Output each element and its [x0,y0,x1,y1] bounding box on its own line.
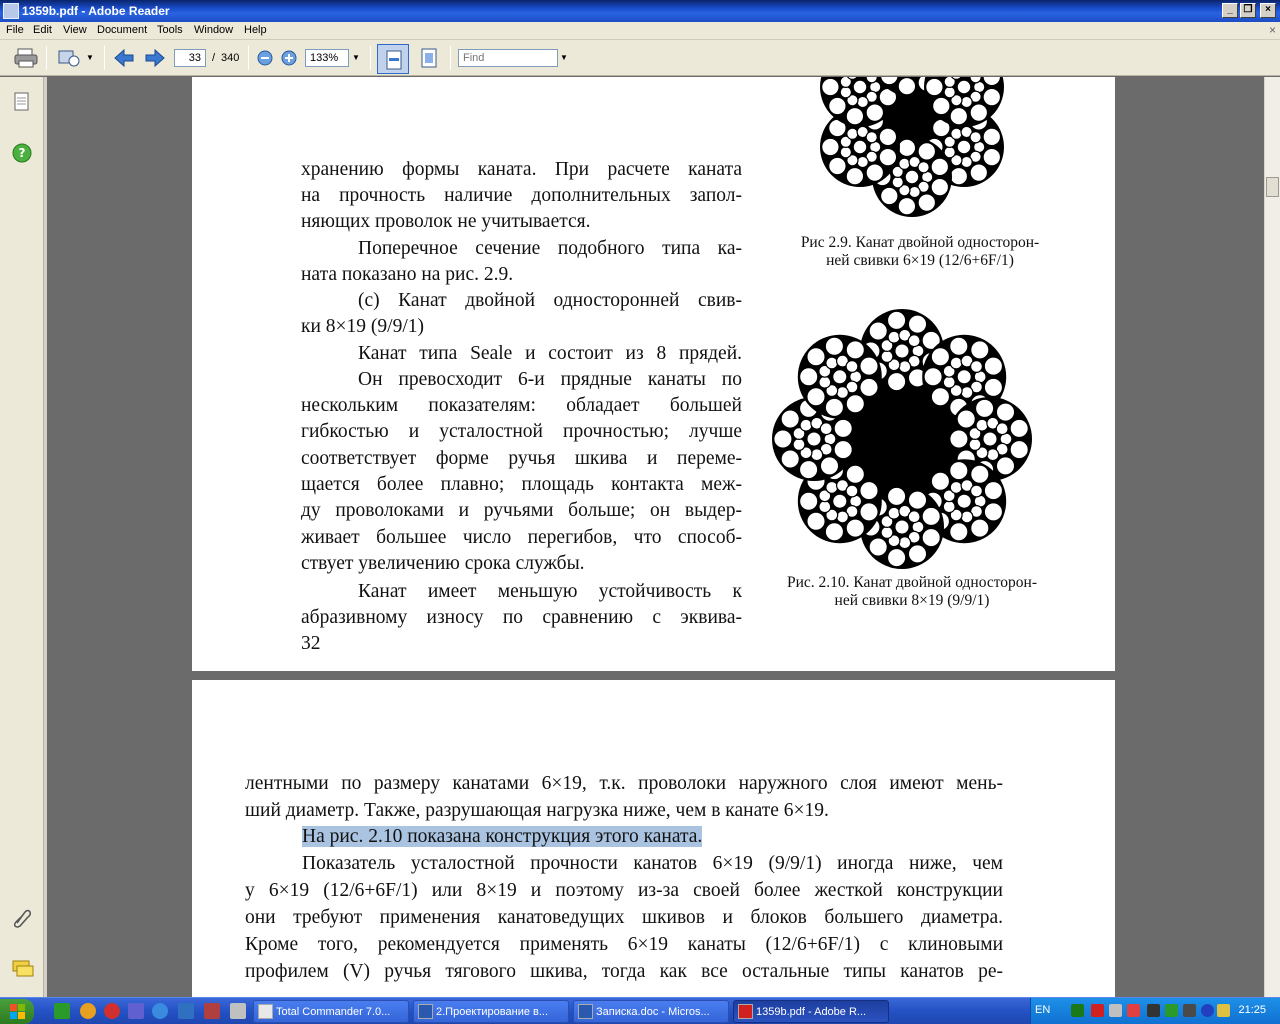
wire-shape [895,520,909,534]
wire-shape [829,157,847,175]
wire-shape [957,80,971,94]
wire-shape [971,485,983,497]
wire-shape [950,523,968,541]
wire-shape [961,387,973,399]
wire-shape [905,170,919,184]
wire-shape [961,156,972,167]
wire-shape [899,361,911,373]
wire-shape [846,107,864,125]
wire-shape [931,348,949,366]
document-view [47,77,1264,997]
wire-shape [820,423,832,435]
wire-shape [983,88,1001,106]
wire-shape [879,148,897,166]
wire-shape [853,80,867,94]
vertical-scrollbar[interactable] [1264,77,1280,997]
wire-shape [1010,440,1028,458]
text-line: соответствует форме ручья шкива и переме- [301,448,742,469]
wire-shape [837,387,849,399]
next-page-icon[interactable] [143,47,167,69]
wire-shape [892,177,903,188]
wire-shape [881,527,893,539]
text-line: лентными по размеру канатами 6×19, т.к. проволоки наружного слоя имеют мень- [245,773,1003,794]
quicklaunch-icon[interactable] [230,1003,246,1019]
wire-shape [819,376,831,388]
menu-document[interactable]: Document [97,24,148,36]
fit-width-icon [385,50,403,70]
wire-shape [774,430,792,448]
wire-shape [950,107,968,125]
task-total-commander[interactable]: Total Commander 7.0... [253,1000,409,1023]
minimize-button[interactable]: _ [1222,3,1238,18]
tray-icon[interactable] [1183,1004,1196,1017]
wire-shape [800,368,818,386]
quicklaunch-icon[interactable] [104,1003,120,1019]
wire-shape [931,158,949,176]
total-commander-icon [258,1004,273,1019]
wire-shape [922,528,940,546]
text-line: Кроме того, рекомендуется применять 6×19 канаты (12/6+6F/1) с клиновыми [245,934,1003,955]
wire-shape [866,164,884,182]
text-line: они требуют применения канатоведущих шкивов и блоков большего диаметра. [245,907,1003,928]
print-icon[interactable] [12,47,40,69]
wire-shape [899,158,910,169]
wire-shape [807,432,821,446]
wire-shape [898,197,916,215]
volume-icon[interactable] [1217,1004,1230,1017]
zoom-in-icon[interactable] [280,47,298,69]
pdf-icon [738,1004,753,1019]
pages-icon[interactable] [12,91,32,113]
wire-shape [860,481,878,499]
rope-cross-section-6x19-figure [812,77,1012,237]
document-tools-icon[interactable] [56,47,82,69]
text-line: няющих проволок не учитывается. [301,211,591,232]
wire-shape [846,361,858,373]
wire-shape [846,395,864,413]
page-number: 32 [301,633,321,654]
text-line: гибкостью и усталостной прочностью; лучше [301,421,742,442]
wire-shape [970,132,981,143]
tray-icon[interactable] [1165,1004,1178,1017]
wire-shape [781,410,799,428]
wire-shape [951,128,962,139]
tray-icon[interactable] [1109,1004,1122,1017]
wire-shape [950,482,962,494]
text-line: (с) Канат двойной односторонней свив- [358,290,742,311]
wire-shape [970,164,988,182]
wire-shape [825,523,843,541]
wire-shape [983,128,1001,146]
wire-shape [800,492,818,510]
wire-shape [931,388,949,406]
menu-view[interactable]: View [63,24,87,36]
scrollbar-thumb[interactable] [1266,177,1279,197]
wire-shape [807,512,825,530]
task-word-doc-2[interactable]: Записка.doc - Micros... [573,1000,729,1023]
wire-shape [800,419,812,431]
task-adobe-reader[interactable]: 1359b.pdf - Adobe R... [733,1000,889,1023]
wire-shape [943,376,955,388]
text-line: на прочность наличие дополнительных запол- [301,185,742,206]
wire-shape [887,548,905,566]
page-total: 340 [221,52,240,64]
wire-shape [834,419,852,437]
menu-edit[interactable]: Edit [33,24,52,36]
title-bar [0,0,1280,22]
wire-shape [943,501,955,513]
wire-shape [833,370,847,384]
navigation-pane [0,77,44,997]
adobe-reader-icon[interactable] [3,3,19,19]
fit-page-icon[interactable] [418,47,440,69]
zoom-dropdown-icon[interactable]: ▼ [352,53,360,62]
wire-shape [846,341,864,359]
rope-cross-section-8x19-figure [770,307,1034,571]
text-line: нескольким показателям: обладает большей [301,395,742,416]
wire-shape [899,537,911,549]
wire-shape [881,351,893,363]
wire-shape [984,357,1002,375]
wire-shape [957,494,971,508]
wire-shape [825,337,843,355]
wire-shape [918,194,936,212]
wire-shape [888,331,900,343]
wire-shape [908,545,926,563]
wire-shape [846,167,864,185]
tray-icon[interactable] [1127,1004,1140,1017]
wire-shape [950,430,968,448]
menu-tools[interactable]: Tools [157,24,183,36]
wire-shape [853,140,867,154]
wire-shape [996,423,1008,435]
wire-shape [971,361,983,373]
system-tray [1030,998,1280,1024]
wire-shape [944,87,955,98]
word-icon [418,1004,433,1019]
wire-shape [826,357,838,369]
document-tools-dropdown-icon[interactable]: ▼ [86,53,94,62]
wire-shape [918,143,936,161]
page-number-input[interactable] [174,49,206,67]
text-line: Он превосходит 6-и прядные канаты по [358,369,742,390]
fit-width-button[interactable] [377,44,409,74]
wire-shape [908,335,920,347]
wire-shape [822,138,840,156]
wire-shape [950,337,968,355]
wire-shape [918,162,929,173]
previous-page-icon[interactable] [112,47,136,69]
wire-shape [846,485,858,497]
text-line: ствует увеличению срока службы. [301,553,585,574]
text-line: ду проволоками и ручьями больше; он выдер- [301,500,742,521]
wire-shape [961,96,972,107]
quicklaunch-icon[interactable] [128,1003,144,1019]
figure-caption-2-10: Рис. 2.10. Канат двойной односторон- ней свивки 8×19 (9/9/1) [787,574,1037,609]
wire-shape [957,140,971,154]
text-line: живает большее число перегибов, что способ- [301,527,742,548]
toolbar [0,40,1280,76]
wire-shape [970,104,988,122]
wire-shape [931,472,949,490]
wire-shape [895,344,909,358]
wire-shape [869,538,887,556]
wire-shape [820,457,838,475]
menu-bar [0,22,1280,40]
wire-shape [984,378,1002,396]
taskbar [0,997,1280,1024]
wire-shape [926,78,944,96]
selected-text-line[interactable]: На рис. 2.10 показана конструкция этого каната. [302,826,703,847]
wire-shape [866,104,884,122]
wire-shape [908,315,926,333]
menu-file[interactable]: File [6,24,24,36]
wire-shape [811,449,823,461]
tray-icon[interactable] [1201,1004,1214,1017]
wire-shape [909,186,920,197]
clock: 21:25 [1238,1004,1266,1016]
wire-shape [837,511,849,523]
find-dropdown-icon[interactable]: ▼ [560,53,568,62]
wire-shape [970,77,981,83]
wire-shape [971,465,989,483]
wire-shape [961,511,973,523]
wire-shape [996,403,1014,421]
language-indicator[interactable]: EN [1035,1004,1051,1016]
comments-icon[interactable] [11,959,35,979]
wire-shape [996,457,1014,475]
quicklaunch-icon[interactable] [204,1003,220,1019]
text-line: профилем (V) ручья тягового шкива, тогда как все остальные типы канатов ре- [245,961,1003,982]
help-icon[interactable] [11,142,33,164]
text-line: Канат имеет меньшую устойчивость к [358,581,742,602]
wire-shape [983,148,1001,166]
maximize-button[interactable]: ❐ [1240,3,1256,18]
quicklaunch-icon[interactable] [80,1003,96,1019]
wire-shape [840,147,851,158]
find-input[interactable] [458,49,558,67]
wire-shape [857,156,868,167]
menu-help[interactable]: Help [244,24,267,36]
wire-shape [807,348,825,366]
wire-shape [857,96,868,107]
wire-shape [898,77,916,95]
wire-shape [984,503,1002,521]
wire-shape [908,511,920,523]
wire-shape [781,450,799,468]
text-line: абразивному износу по сравнению с эквива- [301,607,742,628]
wire-shape [887,487,905,505]
text-line: ший диаметр. Также, разрушающая нагрузка ниже, чем в канате 6×19. [245,800,829,821]
wire-shape [825,398,843,416]
wire-shape [829,97,847,115]
wire-shape [833,494,847,508]
quicklaunch-icon[interactable] [178,1003,194,1019]
wire-shape [879,128,897,146]
wire-shape [984,481,1002,499]
wire-shape [969,439,981,451]
wire-shape [846,519,864,537]
wire-shape [826,482,838,494]
wire-shape [807,388,825,406]
figure-caption-2-9: Рис 2.9. Канат двойной односторон- ней свивки 6×19 (12/6+6F/1) [800,234,1040,269]
wire-shape [933,97,951,115]
wire-shape [799,460,817,478]
wire-shape [860,357,878,375]
wire-shape [793,439,805,451]
document-close-icon[interactable]: × [1268,23,1276,37]
attachments-icon[interactable] [11,907,33,929]
text-line: ната показано на рис. 2.9. [301,264,514,285]
wire-shape [819,501,831,513]
wire-shape [976,419,988,431]
wire-shape [887,311,905,329]
wire-shape [1010,419,1028,437]
word-icon [578,1004,593,1019]
wire-shape [975,399,993,417]
svg-text:?: ? [18,146,26,160]
wire-shape [957,410,975,428]
text-line: щается более плавно; площадь контакта меж- [301,474,742,495]
pdf-page-33 [192,680,1115,997]
wire-shape [987,449,999,461]
wire-shape [931,178,949,196]
windows-logo-icon [9,1003,27,1020]
wire-shape [846,465,864,483]
wire-shape [950,167,968,185]
wire-shape [869,322,887,340]
wire-shape [983,432,997,446]
tray-icon[interactable] [1147,1004,1160,1017]
start-button[interactable] [0,999,34,1024]
wire-shape [881,187,899,205]
text-line: у 6×19 (12/6+6F/1) или 8×19 и поэтому из-за своей более жесткой конструкции [245,880,1003,901]
wire-shape [888,507,900,519]
wire-shape [971,519,989,537]
tray-icon[interactable] [1071,1004,1084,1017]
zoom-input[interactable] [305,49,349,67]
quicklaunch-icon[interactable] [54,1003,70,1019]
wire-shape [922,507,940,525]
text-line: Канат типа Seale и состоит из 8 прядей. [358,343,742,364]
wire-shape [840,87,851,98]
wire-shape [908,491,926,509]
wire-shape [866,77,877,83]
task-word-doc-1[interactable]: 2.Проектирование в... [413,1000,569,1023]
ie-icon[interactable] [152,1003,168,1019]
wire-shape [822,78,840,96]
pdf-page-32 [192,77,1115,671]
wire-shape [887,372,905,390]
wire-shape [860,503,878,521]
menu-window[interactable]: Window [194,24,234,36]
wire-shape [866,132,877,143]
text-line: ки 8×19 (9/9/1) [301,316,424,337]
page-separator: / [212,52,216,64]
close-button[interactable]: × [1260,3,1276,18]
wire-shape [924,368,942,386]
text-line: хранению формы каната. При расчете каната [301,159,742,180]
wire-shape [847,128,858,139]
wire-shape [950,461,968,479]
text-line: Поперечное сечение подобного типа ка- [358,238,742,259]
zoom-out-icon[interactable] [256,47,274,69]
wire-shape [834,440,852,458]
wire-shape [971,341,989,359]
text-line: Показатель усталостной прочности канатов 6×19 (9/9/1) иногда ниже, чем [302,853,1003,874]
window-title: 1359b.pdf - Adobe Reader [22,4,170,18]
wire-shape [860,378,878,396]
wire-shape [898,139,916,157]
wire-shape [950,357,962,369]
tray-icon[interactable] [1091,1004,1104,1017]
wire-shape [957,370,971,384]
